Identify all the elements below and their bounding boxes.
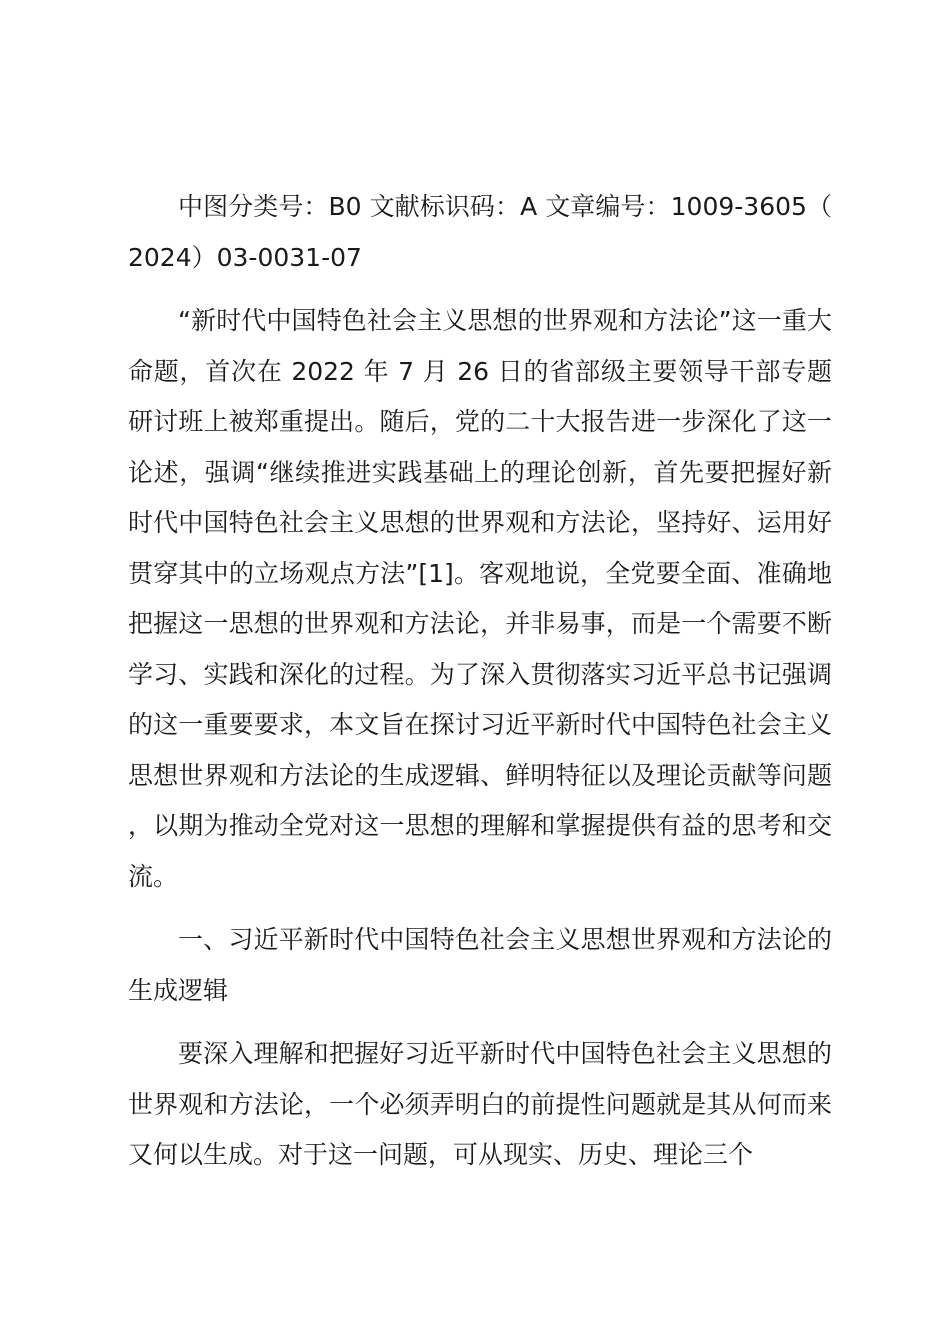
section-heading: 一、习近平新时代中国特色社会主义思想世界观和方法论的生成逻辑 [128,925,832,1005]
body-paragraph: “新时代中国特色社会主义思想的世界观和方法论”这一重大命题，首次在 2022 年 7 月 26 日的省部级主要领导干部专题研讨班上被郑重提出。随后，党的二十大报告进一步深化了这一论述，强调“继续推进实践基础上的理论创新，首先要把握好新时代中国特色社会主义思想的世界观和方法论，坚持好、运用好贯穿其中的立场观点方法”[1]。客观地说，全党要全面、准确地把握这一思想的世界观和方法论，并非易事，而是一个需要不断学习、实践和深化的过程。为了深入贯彻落实习近平总书记强调的这一重要要求，本文旨在探讨习近平新时代中国特色社会主义思想世界观和方法论的生成逻辑、鲜明特征以及理论贡献等问题，以期为推动全党对这一思想的理解和掌握提供有益的思考和交流。 [128,306,832,891]
body-paragraph: 要深入理解和把握好习近平新时代中国特色社会主义思想的世界观和方法论，一个必须弄明白的前提性问题就是其从何而来又何以生成。对于这一问题，可从现实、历史、理论三个 [128,1039,832,1169]
classification-line: 中图分类号：B0 文献标识码：A 文章编号：1009-3605（2024）03-0031-07 [128,192,832,272]
document-body [128,182,832,1194]
